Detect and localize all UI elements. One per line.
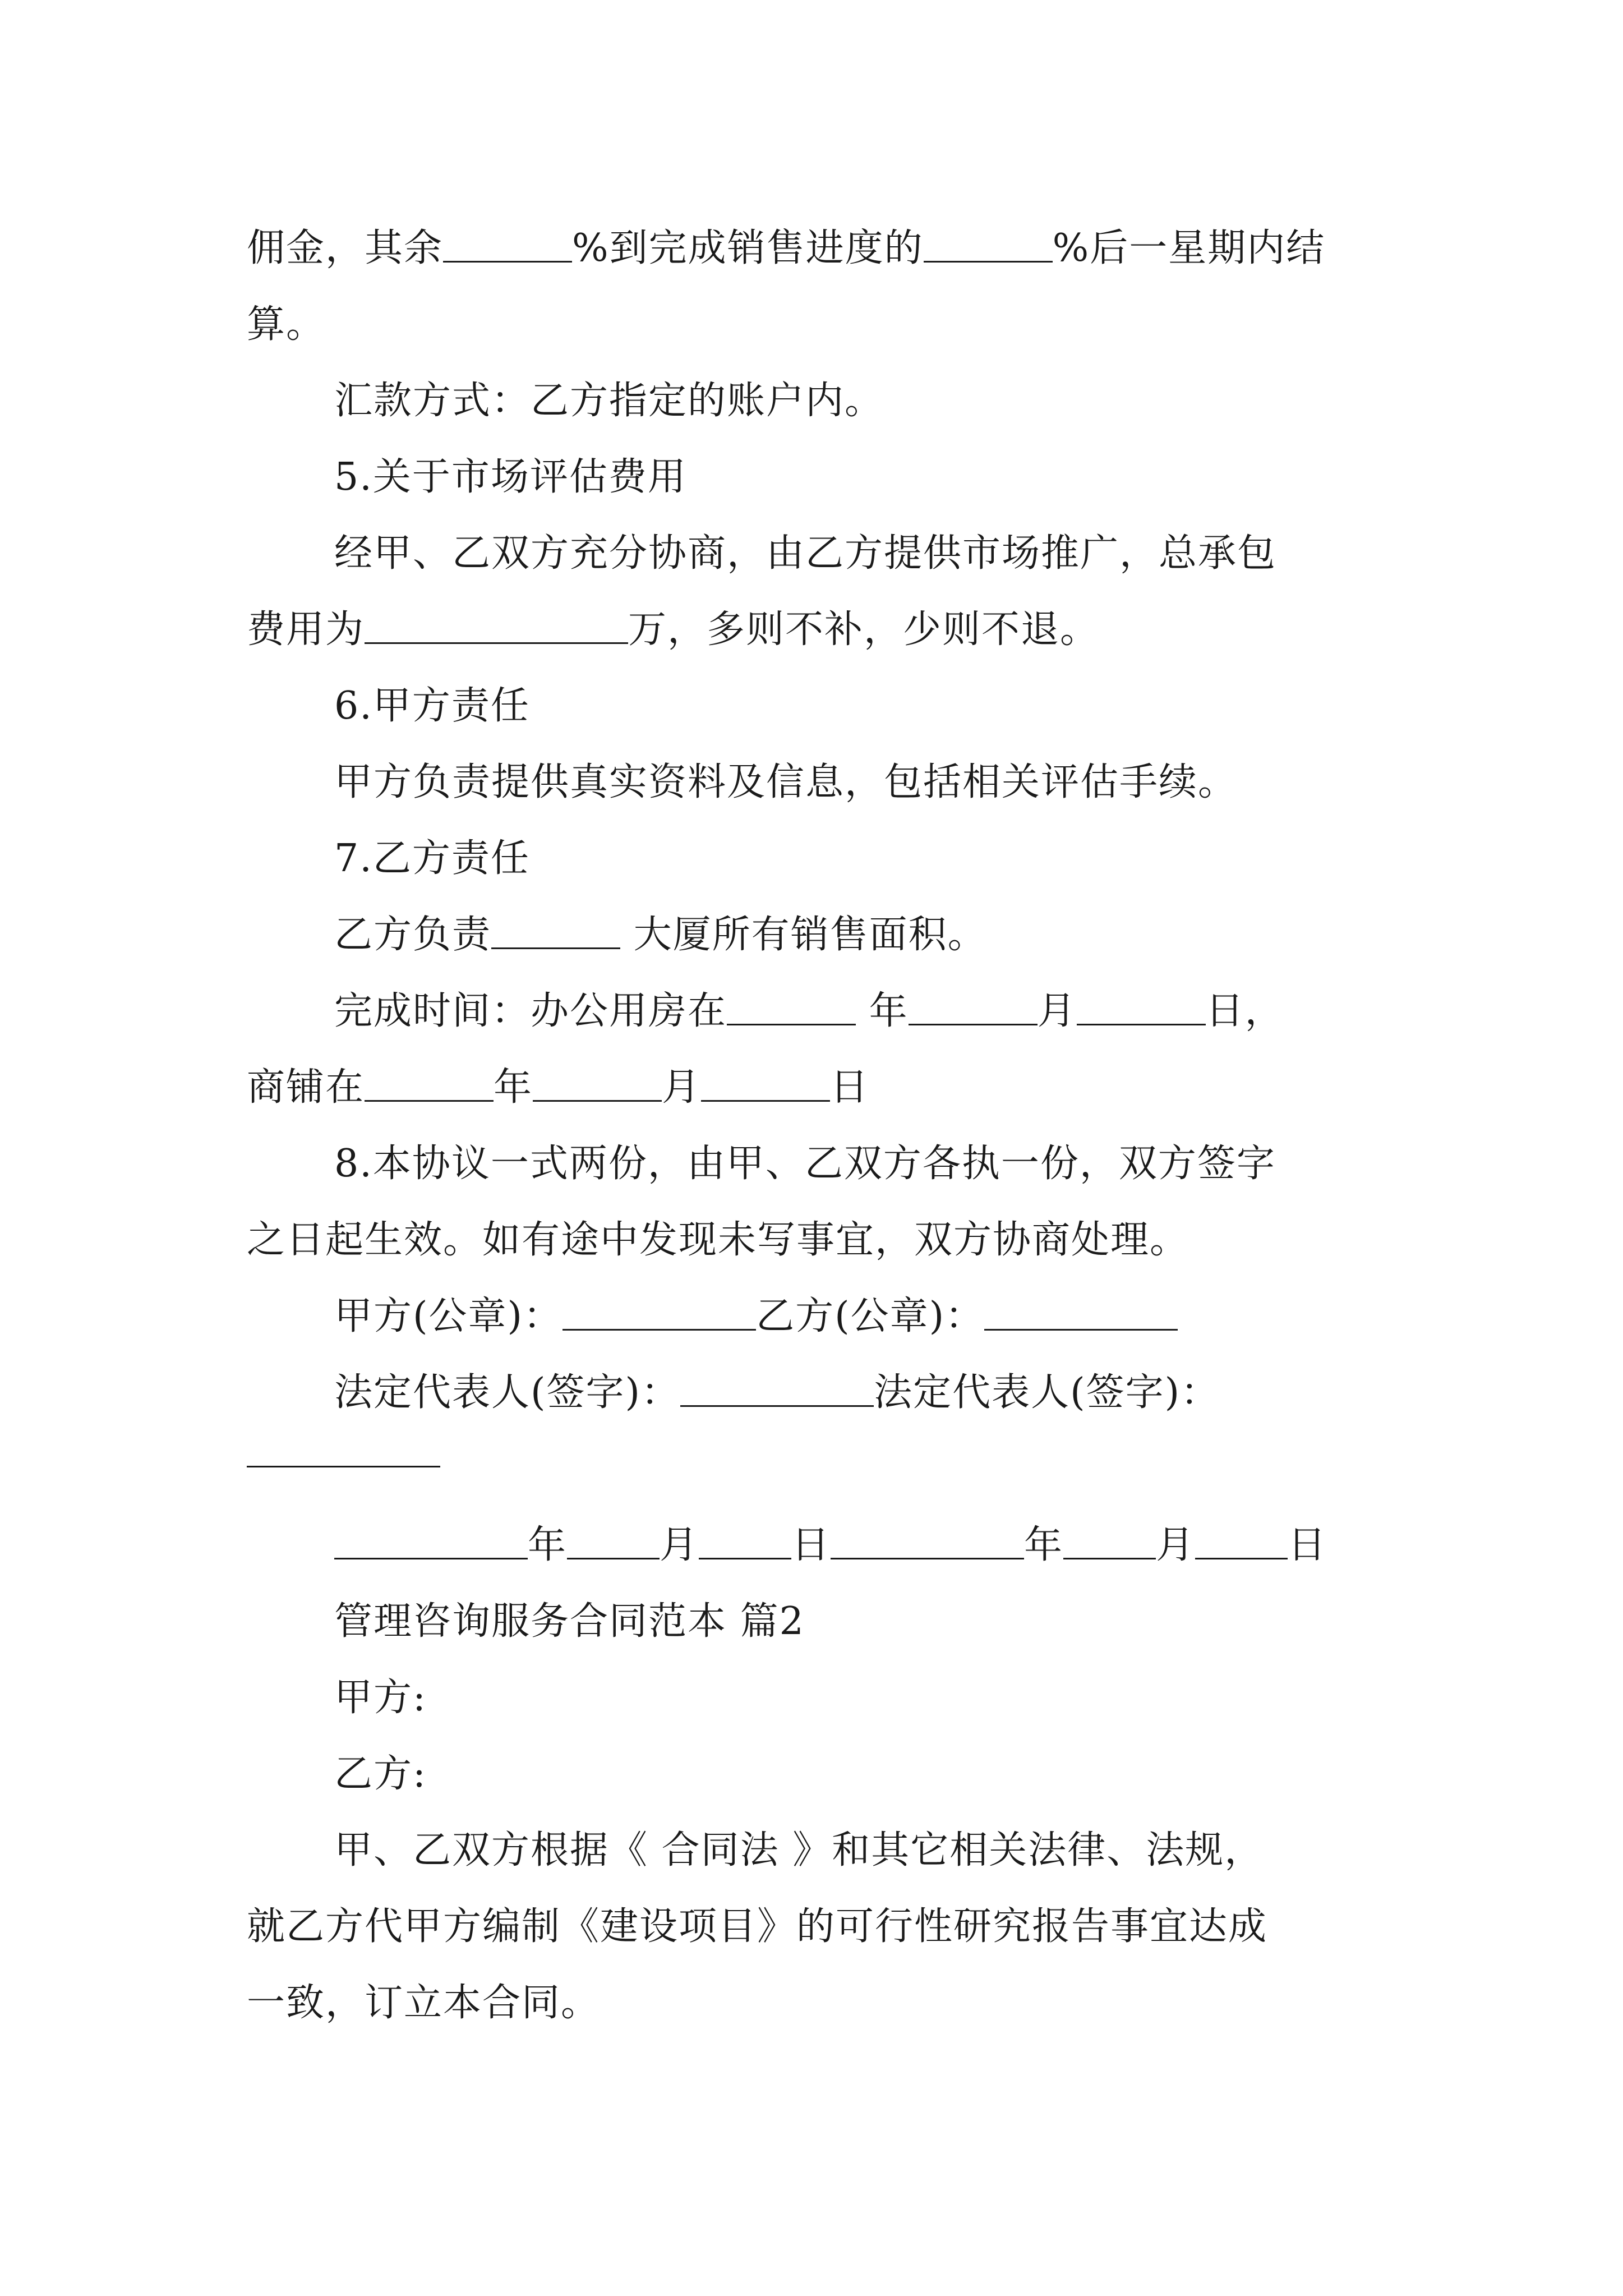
- blank-field: [924, 227, 1053, 263]
- party-a-seal-label: 甲方(公章)：: [334, 1294, 563, 1338]
- party-b-rep-label: 法定代表人(签字)：: [874, 1370, 1220, 1415]
- text-segment: 大厦所有销售面积。: [620, 913, 987, 957]
- part-2-line-1: 甲、乙双方根据《 合同法 》和其它相关法律、法规，: [334, 1828, 1264, 1872]
- text-segment: 佣金，其余: [247, 226, 444, 270]
- blank-field: [984, 1295, 1178, 1331]
- representative-blank-line: [247, 1431, 1391, 1507]
- blank-field: [562, 1295, 756, 1331]
- blank-field: [680, 1371, 874, 1407]
- part-2-line-2: 就乙方代甲方编制《建设项目》的可行性研究报告事宜达成: [247, 1904, 1268, 1949]
- text-segment: 日，: [1205, 989, 1284, 1033]
- blank-field: [909, 990, 1038, 1025]
- seal-line: [247, 1278, 1391, 1355]
- blank-field: [1063, 1524, 1156, 1559]
- text-segment: 月: [662, 1065, 702, 1110]
- commission-line: [247, 210, 1391, 287]
- blank-field: [365, 608, 628, 644]
- blank-field: [727, 990, 856, 1025]
- text-segment: 乙方负责: [334, 913, 492, 957]
- section-8-line-1: 8.本协议一式两份，由甲、乙双方各执一份，双方签字: [334, 1142, 1276, 1186]
- document-body: [247, 210, 1391, 2041]
- blank-field: [699, 1524, 791, 1559]
- payment-method: 汇款方式：乙方指定的账户内。: [334, 379, 884, 423]
- text-segment: 万，多则不补，少则不退。: [628, 608, 1100, 652]
- date-line: [247, 1507, 1391, 1584]
- section-7-body: [247, 897, 1391, 973]
- blank-field: [491, 913, 620, 949]
- month-label: 月: [660, 1523, 699, 1567]
- blank-field: [365, 1066, 494, 1102]
- blank-field: [334, 1524, 528, 1559]
- text-segment: 完成时间：办公用房在: [334, 989, 727, 1033]
- blank-field: [247, 1458, 440, 1467]
- section-5-line-2: [247, 592, 1391, 668]
- section-5-line-1: 经甲、乙双方充分协商，由乙方提供市场推广，总承包: [334, 531, 1277, 576]
- blank-field: [701, 1066, 830, 1102]
- section-5-title: 5.关于市场评估费用: [334, 455, 687, 499]
- text-segment: 年: [494, 1065, 533, 1110]
- text-segment: %到完成销售进度的: [572, 226, 924, 270]
- commission-line-end: 算。: [247, 302, 326, 347]
- party-a-label: 甲方:: [334, 1676, 427, 1720]
- year-label: 年: [528, 1523, 568, 1567]
- day-label: 日: [791, 1523, 831, 1567]
- blank-field: [1077, 990, 1206, 1025]
- text-segment: %后一星期内结: [1052, 226, 1326, 270]
- part-2-line-3: 一致，订立本合同。: [247, 1981, 601, 2025]
- party-b-label: 乙方:: [334, 1752, 427, 1796]
- blank-field: [533, 1066, 662, 1102]
- shop-completion-time: [247, 1050, 1391, 1126]
- month-label: 月: [1156, 1523, 1196, 1567]
- section-6-title: 6.甲方责任: [334, 684, 530, 728]
- completion-time: [247, 973, 1391, 1050]
- party-b-seal-label: 乙方(公章)：: [756, 1294, 985, 1338]
- blank-field: [567, 1524, 660, 1559]
- section-6-body: 甲方负责提供真实资料及信息，包括相关评估手续。: [334, 760, 1238, 804]
- blank-field: [443, 227, 572, 263]
- text-segment: 年: [856, 989, 909, 1033]
- text-segment: 月: [1037, 989, 1077, 1033]
- text-segment: 费用为: [247, 608, 365, 652]
- blank-field: [831, 1524, 1024, 1559]
- party-a-rep-label: 法定代表人(签字)：: [334, 1370, 681, 1415]
- year-label: 年: [1024, 1523, 1064, 1567]
- text-segment: 商铺在: [247, 1065, 365, 1110]
- section-7-title: 7.乙方责任: [334, 836, 530, 881]
- section-8-line-2: 之日起生效。如有途中发现未写事宜，双方协商处理。: [247, 1218, 1189, 1262]
- part-2-title: 管理咨询服务合同范本 篇2: [334, 1599, 805, 1644]
- blank-field: [1195, 1524, 1288, 1559]
- text-segment: 日: [830, 1065, 870, 1110]
- representative-line: [247, 1355, 1391, 1431]
- day-label: 日: [1288, 1523, 1327, 1567]
